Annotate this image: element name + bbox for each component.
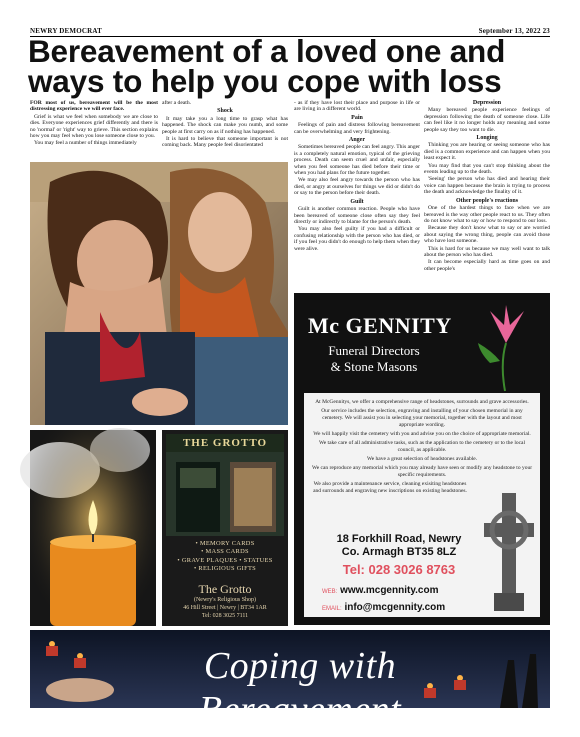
service-paragraph: We also provide a maintenance service, cleaning exisiting headstones and surrounds and engraving new inscriptions on existing headstones. (313, 481, 467, 494)
subhead-anger: Anger (349, 137, 365, 144)
paper-name: NEWRY DEMOCRAT (30, 27, 102, 35)
headline: Bereavement of a loved one and ways to help you cope with loss (28, 33, 506, 99)
mcgennity-contacts (322, 583, 492, 617)
tagline-line-1: Funeral Directors (328, 343, 420, 358)
product-item: • GRAVE PLAQUES • STATUES (177, 556, 273, 564)
mcgennity-tagline (314, 343, 434, 375)
grotto-name: The Grotto (198, 582, 252, 596)
web-label: WEB: (322, 589, 338, 595)
paragraph: You may feel a number of things immediately (34, 140, 137, 147)
tagline-line-2: & Stone Masons (330, 359, 418, 374)
service-paragraph: We have a great selection of headstones available. (366, 456, 478, 462)
celtic-cross-icon (482, 489, 536, 613)
mcgennity-advert (294, 293, 550, 625)
product-item: • RELIGIOUS GIFTS (193, 565, 256, 573)
grotto-sign: THE GROTTO (166, 434, 284, 452)
paragraph: Because they don't know what to say or are worried about saying the wrong thing, people can avoid those who have lost someone. (424, 225, 550, 245)
subhead-guilt: Guilt (350, 198, 364, 205)
paragraph: 'Seeing' the person who has died and hearing their voice can happen because the brain is trying to process the death and acknowledge the finality of it. (424, 176, 550, 196)
subhead-longing: Longing (476, 135, 498, 142)
subhead-others: Other people's reactions (455, 197, 519, 204)
website-link[interactable]: www.mcgennity.com (340, 585, 439, 596)
grotto-details (162, 596, 288, 620)
paragraph: Sometimes bereaved people can feel angry. This anger is a completely natural emotion, typical of the grieving process. Death can seem cruel and unfair, especially when you feel someone has died before their time or when you had plans for the future together. (294, 144, 420, 177)
paragraph: It is hard to believe that someone important is not coming back. Many people feel disorientated (162, 136, 288, 149)
date-page: September 13, 2022 23 (478, 27, 550, 35)
paragraph: Thinking you are hearing or seeing someone who has died is a common experience and can happen when you least expect it. (424, 142, 550, 162)
grotto-subtitle: (Newry's Religious Shop) (193, 597, 257, 603)
coping-banner (30, 630, 550, 731)
subhead-depression: Depression (472, 100, 502, 106)
paragraph: Many bereaved people experience feelings of depression following the death of someone close. Life can feel like it no longer holds any meaning and some people say they too want to die. (424, 107, 550, 133)
banner-title: Coping with Bereavement (198, 645, 402, 731)
mcgennity-logo (308, 313, 452, 339)
subhead-shock: Shock (217, 108, 233, 115)
paragraph: Feelings of pain and distress following bereavement can be overwhelming and very frightening. (294, 122, 420, 135)
paragraph: You may also feel guilty if you had a difficult or confusing relationship with the person who has died, or if you feel you didn't do enough to help them when they were alive. (294, 226, 420, 252)
service-paragraph: Our service includes the selection, engraving and installing of your chosen memorial in any cemetery. We will assist you in selecting your memorial, together with the layout and most appropriate wording. (321, 408, 523, 428)
candle-photo (30, 430, 156, 626)
service-paragraph: We take care of all administrative tasks, such as the application to the cemetery or to the local council, as applicable. (318, 440, 526, 453)
paragraph: This is hard for us because we may well want to talk about the person who has died. (424, 245, 550, 258)
subhead-pain: Pain (351, 114, 363, 121)
article-col-4 (424, 100, 550, 273)
paragraph: You may find that you can't stop thinking about the events leading up to the death. (424, 162, 550, 176)
brand-name: GENNITY (345, 313, 452, 338)
paragraph: One of the hardest things to face when we are bereaved is the way other people react to us. They often do not know what to say or how to respond to our loss. (424, 205, 550, 224)
product-item: • MASS CARDS (201, 548, 249, 556)
services-text (310, 399, 534, 497)
product-item: • MEMORY CARDS (195, 540, 255, 547)
paragraph: - as if they have lost their place and purpose in life or are living in a different world. (294, 100, 420, 113)
article-col-3 (294, 100, 420, 253)
article-col-2 (162, 100, 288, 150)
mcgennity-info-panel (304, 393, 540, 617)
service-paragraph: At McGennitys, we offer a comprehensive range of headstones, surrounds and grave accessories. (315, 399, 529, 405)
email-label: EMAIL: (322, 606, 342, 612)
grotto-products (162, 540, 288, 574)
mcgennity-tel: Tel: 028 3026 8763 (342, 562, 456, 577)
paragraph: We may also feel angry towards the person who has died, or angry at ourselves for things we did or didn't do or say to the person before their death. (294, 177, 420, 197)
service-paragraph: We will happily visit the cemetery with you and advise you on the choice of appropriate memorial. (313, 431, 531, 437)
article-col-1 (30, 100, 158, 148)
brand-mc: Mc (308, 313, 340, 338)
email-link[interactable]: info@mcgennity.com (344, 602, 446, 613)
address-line-1: 18 Forkhill Road, Newry (336, 533, 462, 545)
grotto-tel: Tel: 028 3025 7111 (201, 613, 249, 619)
grieving-women-photo (30, 162, 288, 425)
address-line-2: Co. Armagh BT35 8LZ (341, 546, 457, 558)
paragraph: It can become especially hard as time goes on and other people's (424, 259, 550, 272)
grotto-advert (162, 430, 288, 626)
paragraph: It may take you a long time to grasp what has happened. The shock can make you numb, and some people at first carry on as if nothing has happened. (162, 115, 288, 135)
lead-paragraph: FOR most of us, bereavement will be the most distressing experience we will ever face. (30, 100, 158, 113)
service-paragraph: We can reproduce any memorial which you may already have seen or modify any headstone to your specific requirements. (311, 465, 533, 478)
grotto-address: 46 Hill Street | Newry | BT34 1AR (183, 605, 267, 611)
paragraph: after a death. (162, 100, 192, 106)
paragraph: Grief is what we feel when somebody we are close to dies. Everyone experiences grief differently and there is no 'normal' or 'right' way to grieve. This section explains how you may feel when you lose someone close to you. (30, 113, 158, 140)
candle-illustration (30, 430, 156, 626)
photo-illustration (30, 162, 288, 425)
lily-flower-icon (470, 303, 540, 393)
mcgennity-address (324, 533, 474, 559)
paragraph: Guilt is another common reaction. People who have been bereaved of someone close often say they feel directly or indirectly to blame for the person's death. (294, 206, 420, 225)
